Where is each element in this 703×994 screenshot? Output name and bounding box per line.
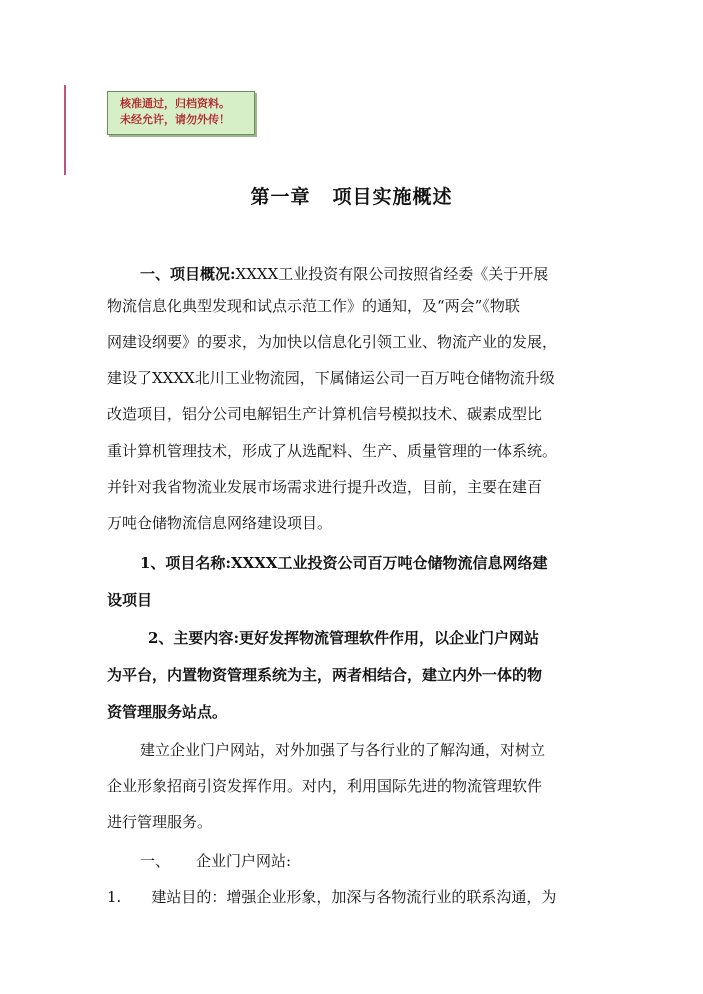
item2-line-2: 为平台，内置物资管理系统为主，两者相结合，建立内外一体的物 (107, 666, 543, 684)
list-text: 建站目的：增强企业形象，加深与各物流行业的联系沟通，为 (151, 888, 557, 906)
approval-stamp (107, 91, 255, 135)
item1-label: 1、项目名称: (140, 554, 231, 572)
item2-line-3: 资管理服务站点。 (107, 703, 228, 721)
overview-line-5: 改造项目，铝分公司电解铝生产计算机信号模拟技术、碳素成型比 (107, 405, 543, 423)
para-line-1: 建立企业门户网站，对外加强了与各行业的了解沟通，对树立 (140, 741, 546, 759)
item1-line-2: 设项目 (107, 591, 153, 609)
overview-line-2: 物流信息化典型发现和试点示范工作》的通知，及“两会”《物联 (107, 297, 520, 315)
item1-line-1: 1、项目名称:XXXX工业投资公司百万吨仓储物流信息网络建 (140, 554, 548, 572)
section-heading (140, 851, 291, 871)
chapter-name: 项目实施概述 (332, 186, 453, 208)
list-number: 1. (107, 888, 122, 906)
overview-line-6: 重计算机管理技术，形成了从选配料、生产、质量管理的一体系统。 (107, 442, 558, 460)
section-number: 一、 (140, 852, 171, 870)
stamp-line-2: 未经允许，请勿外传！ (120, 113, 230, 126)
overview-line-4: 建设了XXXX北川工业物流园，下属储运公司一百万吨仓储物流升级 (107, 369, 555, 387)
para-line-3: 进行管理服务。 (107, 813, 213, 831)
margin-line (64, 85, 66, 175)
stamp-line-1: 核准通过，归档资料。 (120, 97, 230, 110)
overview-heading: 一、项目概况: (140, 265, 236, 283)
item2-line-1: 2、主要内容:更好发挥物流管理软件作用，以企业门户网站 (148, 629, 539, 647)
section-title: 企业门户网站: (196, 852, 292, 870)
list-item (107, 887, 556, 907)
para-line-2: 企业形象招商引资发挥作用。对内，利用国际先进的物流管理软件 (107, 777, 543, 795)
chapter-title (0, 182, 703, 209)
overview-line-3: 网建设纲要》的要求，为加快以信息化引领工业、物流产业的发展， (107, 333, 558, 351)
item2-label: 2、主要内容: (148, 629, 239, 647)
overview-line-1: 一、项目概况:XXXX工业投资有限公司按照省经委《关于开展 (140, 265, 549, 283)
overview-line-7: 并针对我省物流业发展市场需求进行提升改造，目前，主要在建百 (107, 478, 543, 496)
overview-line-8: 万吨仓储物流信息网络建设项目。 (107, 514, 333, 532)
chapter-number: 第一章 (250, 186, 311, 208)
